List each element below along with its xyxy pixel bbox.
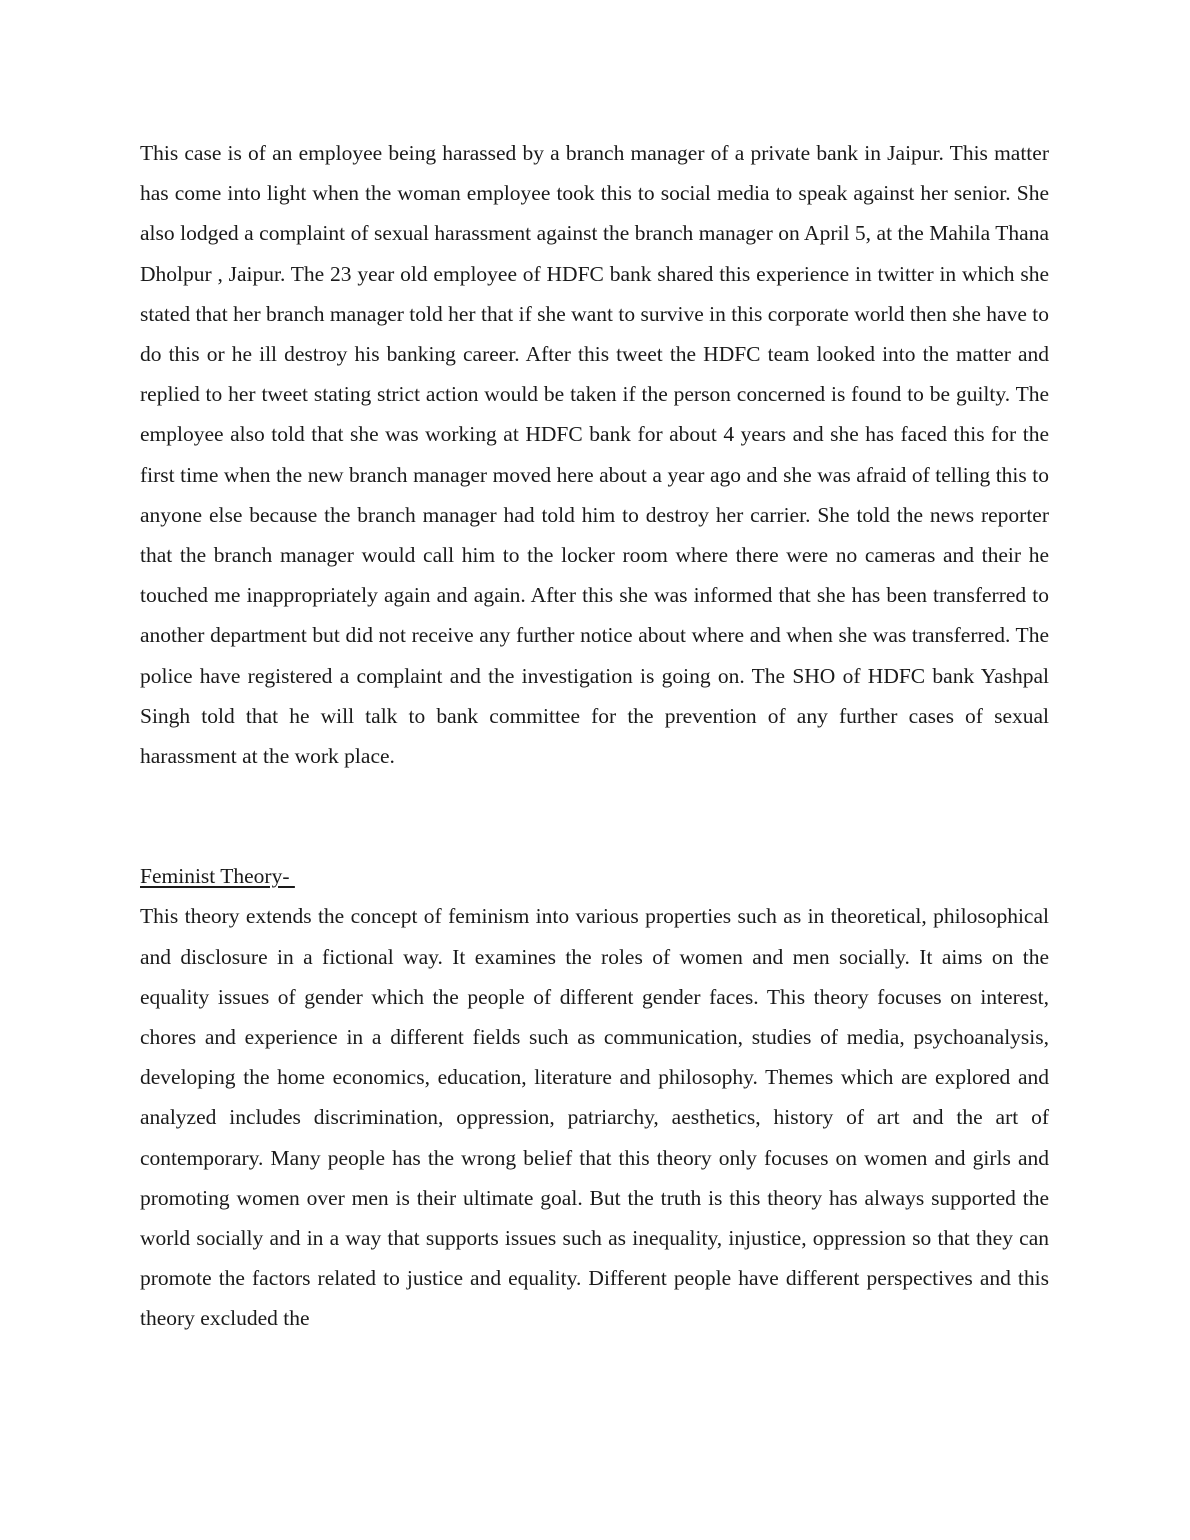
section-spacer [140,776,1049,856]
document-page [140,133,1049,1339]
feminist-theory-paragraph: This theory extends the concept of feminism into various properties such as in theoretical, philosophical and disclosure in a fictional way. It examines the roles of women and men socially. It aims on the equality issues of gender which the people of different gender faces. This theory focuses on interest, chores and experience in a different fields such as communication, studies of media, psychoanalysis, developing the home economics, education, literature and philosophy. Themes which are explored and analyzed includes discrimination, oppression, patriarchy, aesthetics, history of art and the art of contemporary. Many people has the wrong belief that this theory only focuses on women and girls and promoting women over men is their ultimate goal. But the truth is this theory has always supported the world socially and in a way that supports issues such as inequality, injustice, oppression so that they can promote the factors related to justice and equality. Different people have different perspectives and this theory excluded the [140,904,1049,1331]
case-description-paragraph: This case is of an employee being harassed by a branch manager of a private bank in Jaipur. This matter has come into light when the woman employee took this to social media to speak against her senior. She also lodged a complaint of sexual harassment against the branch manager on April 5, at the Mahila Thana Dholpur , Jaipur. The 23 year old employee of HDFC bank shared this experience in twitter in which she stated that her branch manager told her that if she want to survive in this corporate world then she have to do this or he ill destroy his banking career. After this tweet the HDFC team looked into the matter and replied to her tweet stating strict action would be taken if the person concerned is found to be guilty. The employee also told that she was working at HDFC bank for about 4 years and she has faced this for the first time when the new branch manager moved here about a year ago and she was afraid of telling this to anyone else because the branch manager had told him to destroy her carrier. She told the news reporter that the branch manager would call him to the locker room where there were no cameras and their he touched me inappropriately again and again. After this she was informed that she has been transferred to another department but did not receive any further notice about where and when she was transferred. The police have registered a complaint and the investigation is going on. The SHO of HDFC bank Yashpal Singh told that he will talk to bank committee for the prevention of any further cases of sexual harassment at the work place. [140,141,1049,769]
feminist-theory-heading: Feminist Theory- [140,864,295,889]
